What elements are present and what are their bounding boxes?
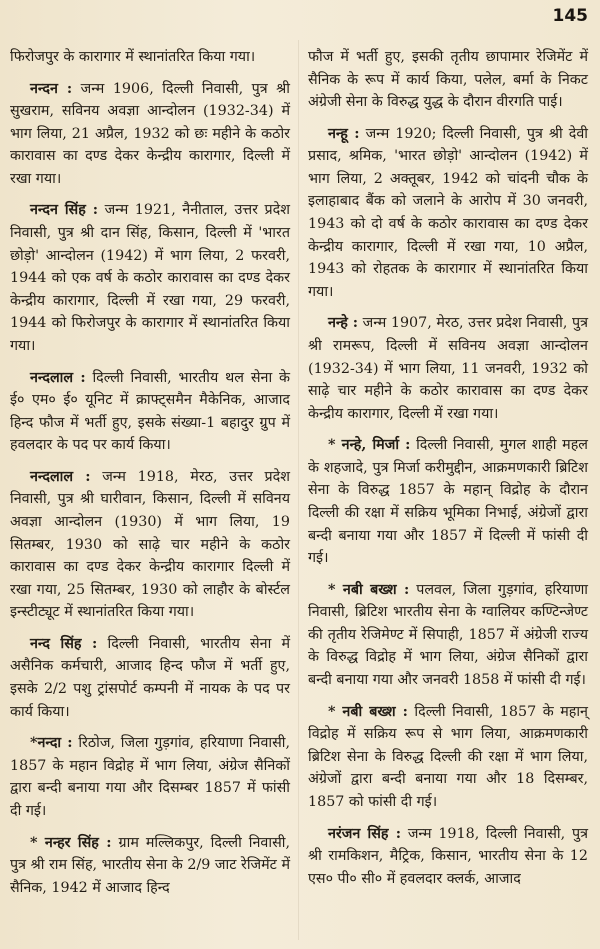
entry-name: नन्हे :: [328, 315, 359, 332]
entry-name: * नन्हर सिंह :: [30, 834, 112, 851]
entry-name: नन्दलाल :: [30, 369, 86, 386]
entry-name: * नन्हे, मिर्जा :: [328, 437, 411, 454]
entry-paragraph: [10, 633, 290, 723]
entry-name: * नबी बख्श :: [328, 581, 410, 598]
entry-paragraph: [308, 823, 588, 891]
entry-text: दिल्ली निवासी, भारतीय सेना में असैनिक कर्मचारी, आजाद हिन्द फौज में भर्ती हुए, इसके 2/2 पशु ट्रांसपोर्ट कम्पनी में नायक के पद पर कार्य किया।: [10, 635, 291, 720]
entry-text: फौज में भर्ती हुए, इसकी तृतीय छापामार रेजिमेंट में सैनिक के रूप में कार्य किया, पलेल, बर्मा के निकट अंग्रेजी सेना के विरुद्ध युद्ध के दौरान वीरगति पाई।: [308, 49, 588, 111]
right-column: [308, 46, 588, 899]
entry-name: नन्दन :: [30, 80, 73, 97]
entry-paragraph: [10, 78, 290, 191]
entry-paragraph: [10, 466, 290, 624]
entry-paragraph: [10, 732, 290, 822]
entry-paragraph: [308, 579, 588, 692]
entry-name: नन्दलाल :: [30, 468, 91, 485]
entry-paragraph: [308, 312, 588, 425]
entry-paragraph: [308, 434, 588, 569]
left-column: [10, 46, 290, 908]
entry-paragraph: [308, 701, 588, 814]
entry-text: रिठोज, जिला गुड़गांव, हरियाणा निवासी, 1857 के महान विद्रोह में भाग लिया, अंग्रेज सैनिकों द्वारा बन्दी बनाया गया और दिसम्बर 1857 में फांसी दी गई।: [10, 735, 291, 819]
column-gutter: [298, 40, 299, 940]
entry-text: जन्म 1918, मेरठ, उत्तर प्रदेश निवासी, पुत्र श्री घारीवान, किसान, दिल्ली में सविनय अवज्ञा आन्दोलन (1930) में भाग लिया, 19 सितम्बर, 1930 को साढ़े चार महीने के कठोर कारावास का दण्ड देकर केन्द्रीय कारागार दिल्ली में रखा गया, 25 सितम्बर, 1930 को लाहौर के बोर्स्टल इन्स्टीट्यूट में स्थानांतरित किया गया।: [10, 468, 290, 621]
entry-name: *नन्दा :: [30, 735, 73, 752]
entry-paragraph: [308, 123, 588, 304]
page-number: 145: [552, 6, 588, 26]
entry-text: फिरोजपुर के कारागार में स्थानांतरित किया गया।: [10, 49, 256, 65]
entry-name: नन्दन सिंह :: [30, 202, 99, 219]
entry-name: नरंजन सिंह :: [328, 825, 402, 842]
entry-name: नन्द सिंह :: [30, 635, 98, 652]
entry-paragraph: [308, 46, 588, 114]
entry-text: ग्राम मल्लिकपुर, दिल्ली निवासी, पुत्र श्री राम सिंह, भारतीय सेना के 2/9 जाट रेजिमेंट में सैनिक, 1942 में आजाद हिन्द: [10, 834, 290, 896]
entry-text: दिल्ली निवासी, मुगल शाही महल के शहजादे, पुत्र मिर्जा करीमुद्दीन, आक्रमणकारी ब्रिटिश सेना के विरुद्ध 1857 के महान् विद्रोह के दौरान दिल्ली की रक्षा में सक्रिय भूमिका निभाई, अंग्रेजों द्वारा बन्दी बनाया गया और 1857 में दिल्ली में फांसी दी गई।: [308, 437, 588, 567]
entry-paragraph: [10, 832, 290, 900]
entry-name: नन्हू :: [328, 125, 360, 142]
entry-text: दिल्ली निवासी, 1857 के महान् विद्रोह में सक्रिय रूप से भाग लिया, आक्रमणकारी ब्रिटिश सेना के विरुद्ध दिल्ली की रक्षा में भाग लिया, अंग्रेजों द्वारा बन्दी बनाया गया और 18 दिसम्बर, 1857 को फांसी दी गई।: [308, 703, 588, 810]
entry-paragraph: [10, 199, 290, 357]
entry-name: * नबी बख्श :: [328, 703, 408, 720]
entry-paragraph: [10, 46, 290, 69]
entry-text: दिल्ली निवासी, भारतीय थल सेना के ई० एम० ई० यूनिट में क्राफ्ट्समैन मैकेनिक, आजाद हिन्द फौज में भर्ती हुए, इसके संख्या-1 बहादुर ग्रुप में हवलदार के पद पर कार्य किया।: [10, 369, 290, 454]
entry-paragraph: [10, 367, 290, 457]
entry-text: जन्म 1920; दिल्ली निवासी, पुत्र श्री देवी प्रसाद, श्रमिक, 'भारत छोड़ो' आन्दोलन (1942) में भाग लिया, 2 अक्तूबर, 1942 को चांदनी चौक के इलाहाबाद बैंक को जलाने के आरोप में 30 जनवरी, 1943 को दो वर्ष के कठोर कारावास का दण्ड देकर केन्द्रीय कारागार, दिल्ली में रखा गया, 10 अप्रैल, 1943 को रोहतक के कारागार में स्थानांतरित किया गया।: [308, 125, 589, 300]
entry-text: पलवल, जिला गुड़गांव, हरियाणा निवासी, ब्रिटिश भारतीय सेना के ग्वालियर कण्टिन्जेण्ट की तृतीय रेजिमेण्ट में सिपाही, 1857 में अंग्रेजी राज्य के विरुद्ध विद्रोह में भाग लिया, अंग्रेज सैनिकों द्वारा बन्दी बनाया गया और जनवरी 1858 में फांसी दी गई।: [308, 581, 588, 689]
entry-text: जन्म 1907, मेरठ, उत्तर प्रदेश निवासी, पुत्र श्री रामरूप, दिल्ली में सविनय अवज्ञा आन्दोलन (1932-34) में भाग लिया, 11 जनवरी, 1932 को साढ़े चार महीने के कठोर कारावास का दण्ड देकर केन्द्रीय कारागार, दिल्ली में रखा गया।: [308, 315, 588, 422]
entry-text: जन्म 1921, नैनीताल, उत्तर प्रदेश निवासी, पुत्र श्री दान सिंह, किसान, दिल्ली में 'भारत छोड़ो' आन्दोलन (1942) में भाग लिया, 2 फरवरी, 1944 को एक वर्ष के कठोर कारावास का दण्ड देकर केन्द्रीय कारागार, दिल्ली में रखा गया, 29 फरवरी, 1944 को फिरोजपुर के कारागार में स्थानांतरित किया गया।: [10, 202, 290, 354]
entry-text: जन्म 1906, दिल्ली निवासी, पुत्र श्री सुखराम, सविनय अवज्ञा आन्दोलन (1932-34) में भाग लिया, 21 अप्रैल, 1932 को छः महीने के कठोर कारावास का दण्ड देकर केन्द्रीय कारागार, दिल्ली में रखा गया।: [10, 80, 290, 187]
entry-text: जन्म 1918, दिल्ली निवासी, पुत्र श्री रामकिशन, मैट्रिक, किसान, भारतीय सेना के 12 एस० पी० सी० में हवलदार क्लर्क, आजाद: [308, 825, 588, 887]
